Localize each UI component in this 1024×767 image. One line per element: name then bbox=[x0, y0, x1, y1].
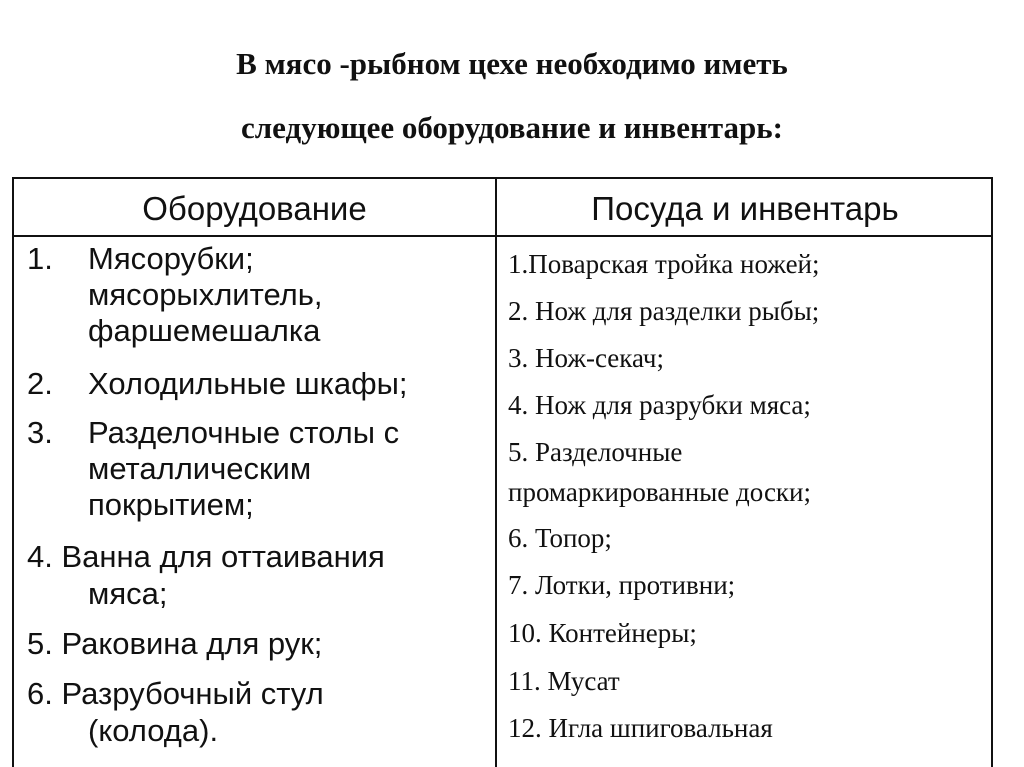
equipment-item-line: Разделочные столы с bbox=[88, 415, 400, 450]
slide-title-line-1: В мясо -рыбном цехе необходимо иметь bbox=[236, 46, 788, 81]
inventory-item: 2. Нож для разделки рыбы; bbox=[508, 296, 820, 326]
equipment-item-line: фаршемешалка bbox=[88, 313, 321, 348]
inventory-item: 3. Нож-секач; bbox=[508, 343, 664, 373]
equipment-item-line: покрытием; bbox=[88, 487, 254, 522]
equipment-item-number: 1. bbox=[27, 241, 53, 276]
inventory-item: 11. Мусат bbox=[508, 666, 620, 696]
equipment-item-line: Холодильные шкафы; bbox=[88, 366, 408, 401]
header-inventory: Посуда и инвентарь bbox=[591, 190, 899, 227]
inventory-item: 6. Топор; bbox=[508, 523, 612, 553]
slide-title-line-2: следующее оборудование и инвентарь: bbox=[241, 110, 783, 145]
inventory-item: промаркированные доски; bbox=[508, 477, 811, 507]
header-equipment: Оборудование bbox=[142, 190, 367, 227]
column-divider bbox=[495, 179, 497, 767]
header-divider bbox=[14, 235, 991, 237]
equipment-item-line: металлическим bbox=[88, 451, 312, 486]
inventory-item: 4. Нож для разрубки мяса; bbox=[508, 390, 811, 420]
equipment-item-line: мяса; bbox=[88, 576, 168, 611]
inventory-item: 7. Лотки, противни; bbox=[508, 570, 736, 600]
inventory-item: 10. Контейнеры; bbox=[508, 618, 697, 648]
equipment-item-line: мясорыхлитель, bbox=[88, 277, 323, 312]
equipment-item-line: 5. Раковина для рук; bbox=[27, 626, 323, 661]
inventory-item: 1.Поварская тройка ножей; bbox=[508, 249, 820, 279]
inventory-item: 12. Игла шпиговальная bbox=[508, 713, 773, 743]
equipment-item-line: Мясорубки; bbox=[88, 241, 254, 276]
inventory-item: 5. Разделочные bbox=[508, 437, 683, 467]
equipment-item-line: 4. Ванна для оттаивания bbox=[27, 539, 385, 574]
equipment-table bbox=[12, 177, 993, 767]
equipment-item-line: (колода). bbox=[88, 713, 219, 748]
equipment-item-number: 3. bbox=[27, 415, 53, 450]
equipment-item-number: 2. bbox=[27, 366, 53, 401]
equipment-item-line: 6. Разрубочный стул bbox=[27, 676, 324, 711]
